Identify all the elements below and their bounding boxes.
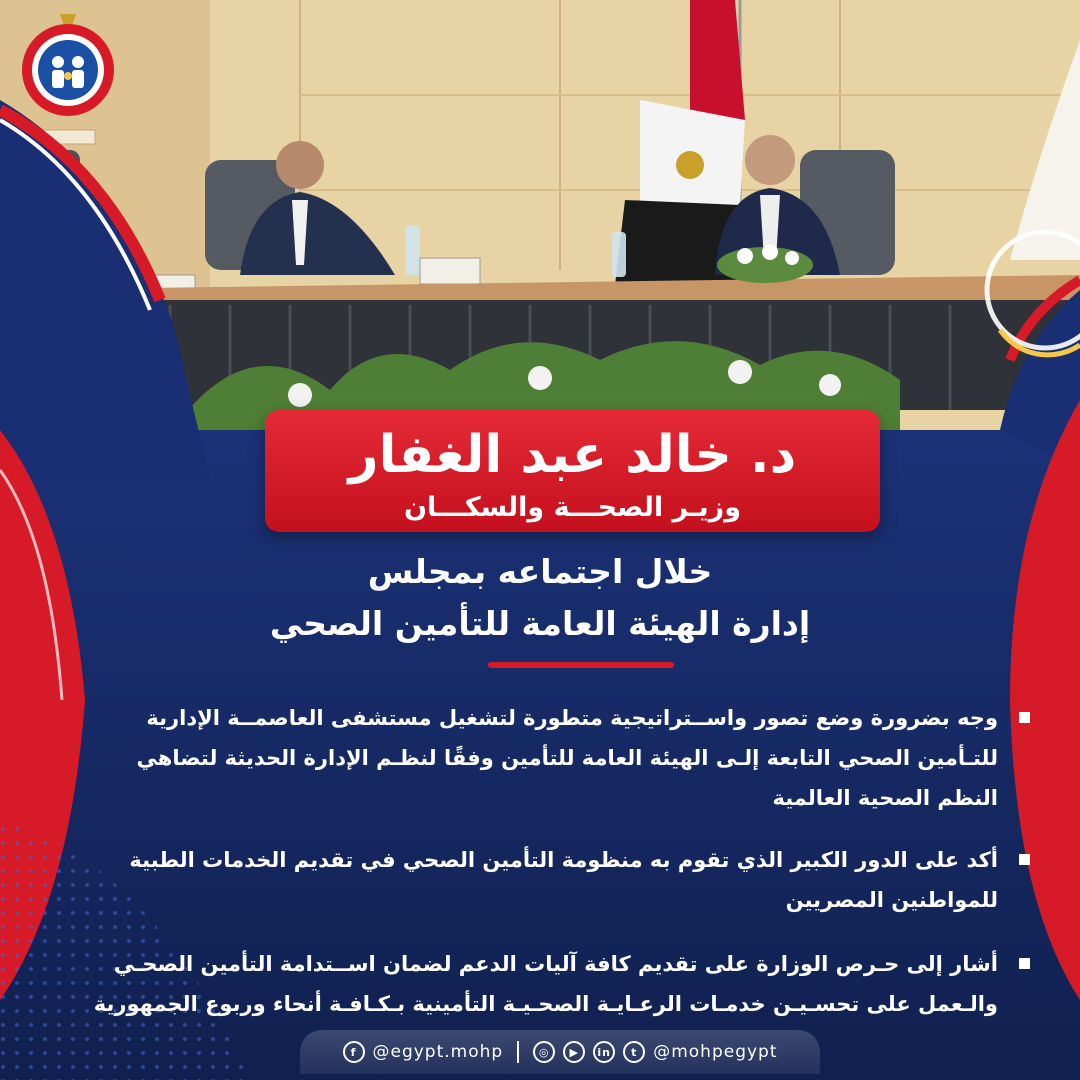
bullet-item-2 bbox=[70, 840, 1030, 920]
bullet-square-icon bbox=[1019, 854, 1030, 865]
headline-line-2: إدارة الهيئة العامة للتأمين الصحي bbox=[269, 604, 811, 643]
bullet-1-line-2: للتـأمين الصحي التابعة إلـى الهيئة العامة للتأمين وفقًا لنظـم الإدارة الحديثة لتضاهي bbox=[136, 746, 998, 770]
bullet-1-line-1: وجه بضرورة وضع تصور واســتراتيجية متطورة لتشغيل مستشفى العاصمــة الإدارية bbox=[146, 706, 998, 730]
bullet-item-1 bbox=[70, 698, 1030, 818]
social-footer bbox=[300, 1030, 820, 1074]
bullet-1-line-3: النظم الصحية العالمية bbox=[772, 786, 998, 810]
social-handle[interactable]: @mohpegypt bbox=[653, 1042, 778, 1062]
minister-role: وزيـر الصحـــة والسكـــان bbox=[403, 492, 742, 523]
bullet-item-3 bbox=[70, 944, 1030, 1024]
linkedin-icon[interactable]: in bbox=[593, 1041, 615, 1063]
bullet-3-line-2: والـعمل على تحسـيـن خدمـات الرعـايـة الصحـيـة التأمينية بـكـافـة أنحاء وربوع الجمهورية bbox=[93, 992, 998, 1016]
ministry-logo bbox=[18, 10, 118, 120]
bullet-square-icon bbox=[1019, 958, 1030, 969]
headline-line-1: خلال اجتماعه بمجلس bbox=[367, 552, 713, 591]
minister-name: د. خالد عبد الغفار bbox=[348, 425, 797, 485]
instagram-icon[interactable]: ◎ bbox=[533, 1041, 555, 1063]
ministry-logo-icon bbox=[18, 10, 118, 120]
footer-divider bbox=[517, 1041, 519, 1063]
headline-divider bbox=[488, 662, 674, 668]
twitter-icon[interactable]: t bbox=[623, 1041, 645, 1063]
facebook-icon[interactable]: f bbox=[343, 1041, 365, 1063]
bullet-square-icon bbox=[1019, 712, 1030, 723]
bullet-2-line-2: للمواطنين المصريين bbox=[785, 888, 998, 912]
bullet-3-line-1: أشار إلى حـرص الوزارة على تقديم كافة آليات الدعم لضمان اســتدامة التأمين الصحـي bbox=[113, 952, 998, 976]
bullet-2-line-1: أكد على الدور الكبير الذي تقوم به منظومة التأمين الصحي في تقديم الخدمات الطبية bbox=[129, 848, 998, 872]
youtube-icon[interactable]: ▶ bbox=[563, 1041, 585, 1063]
facebook-handle[interactable]: @egypt.mohp bbox=[372, 1042, 504, 1062]
name-banner bbox=[265, 410, 880, 532]
